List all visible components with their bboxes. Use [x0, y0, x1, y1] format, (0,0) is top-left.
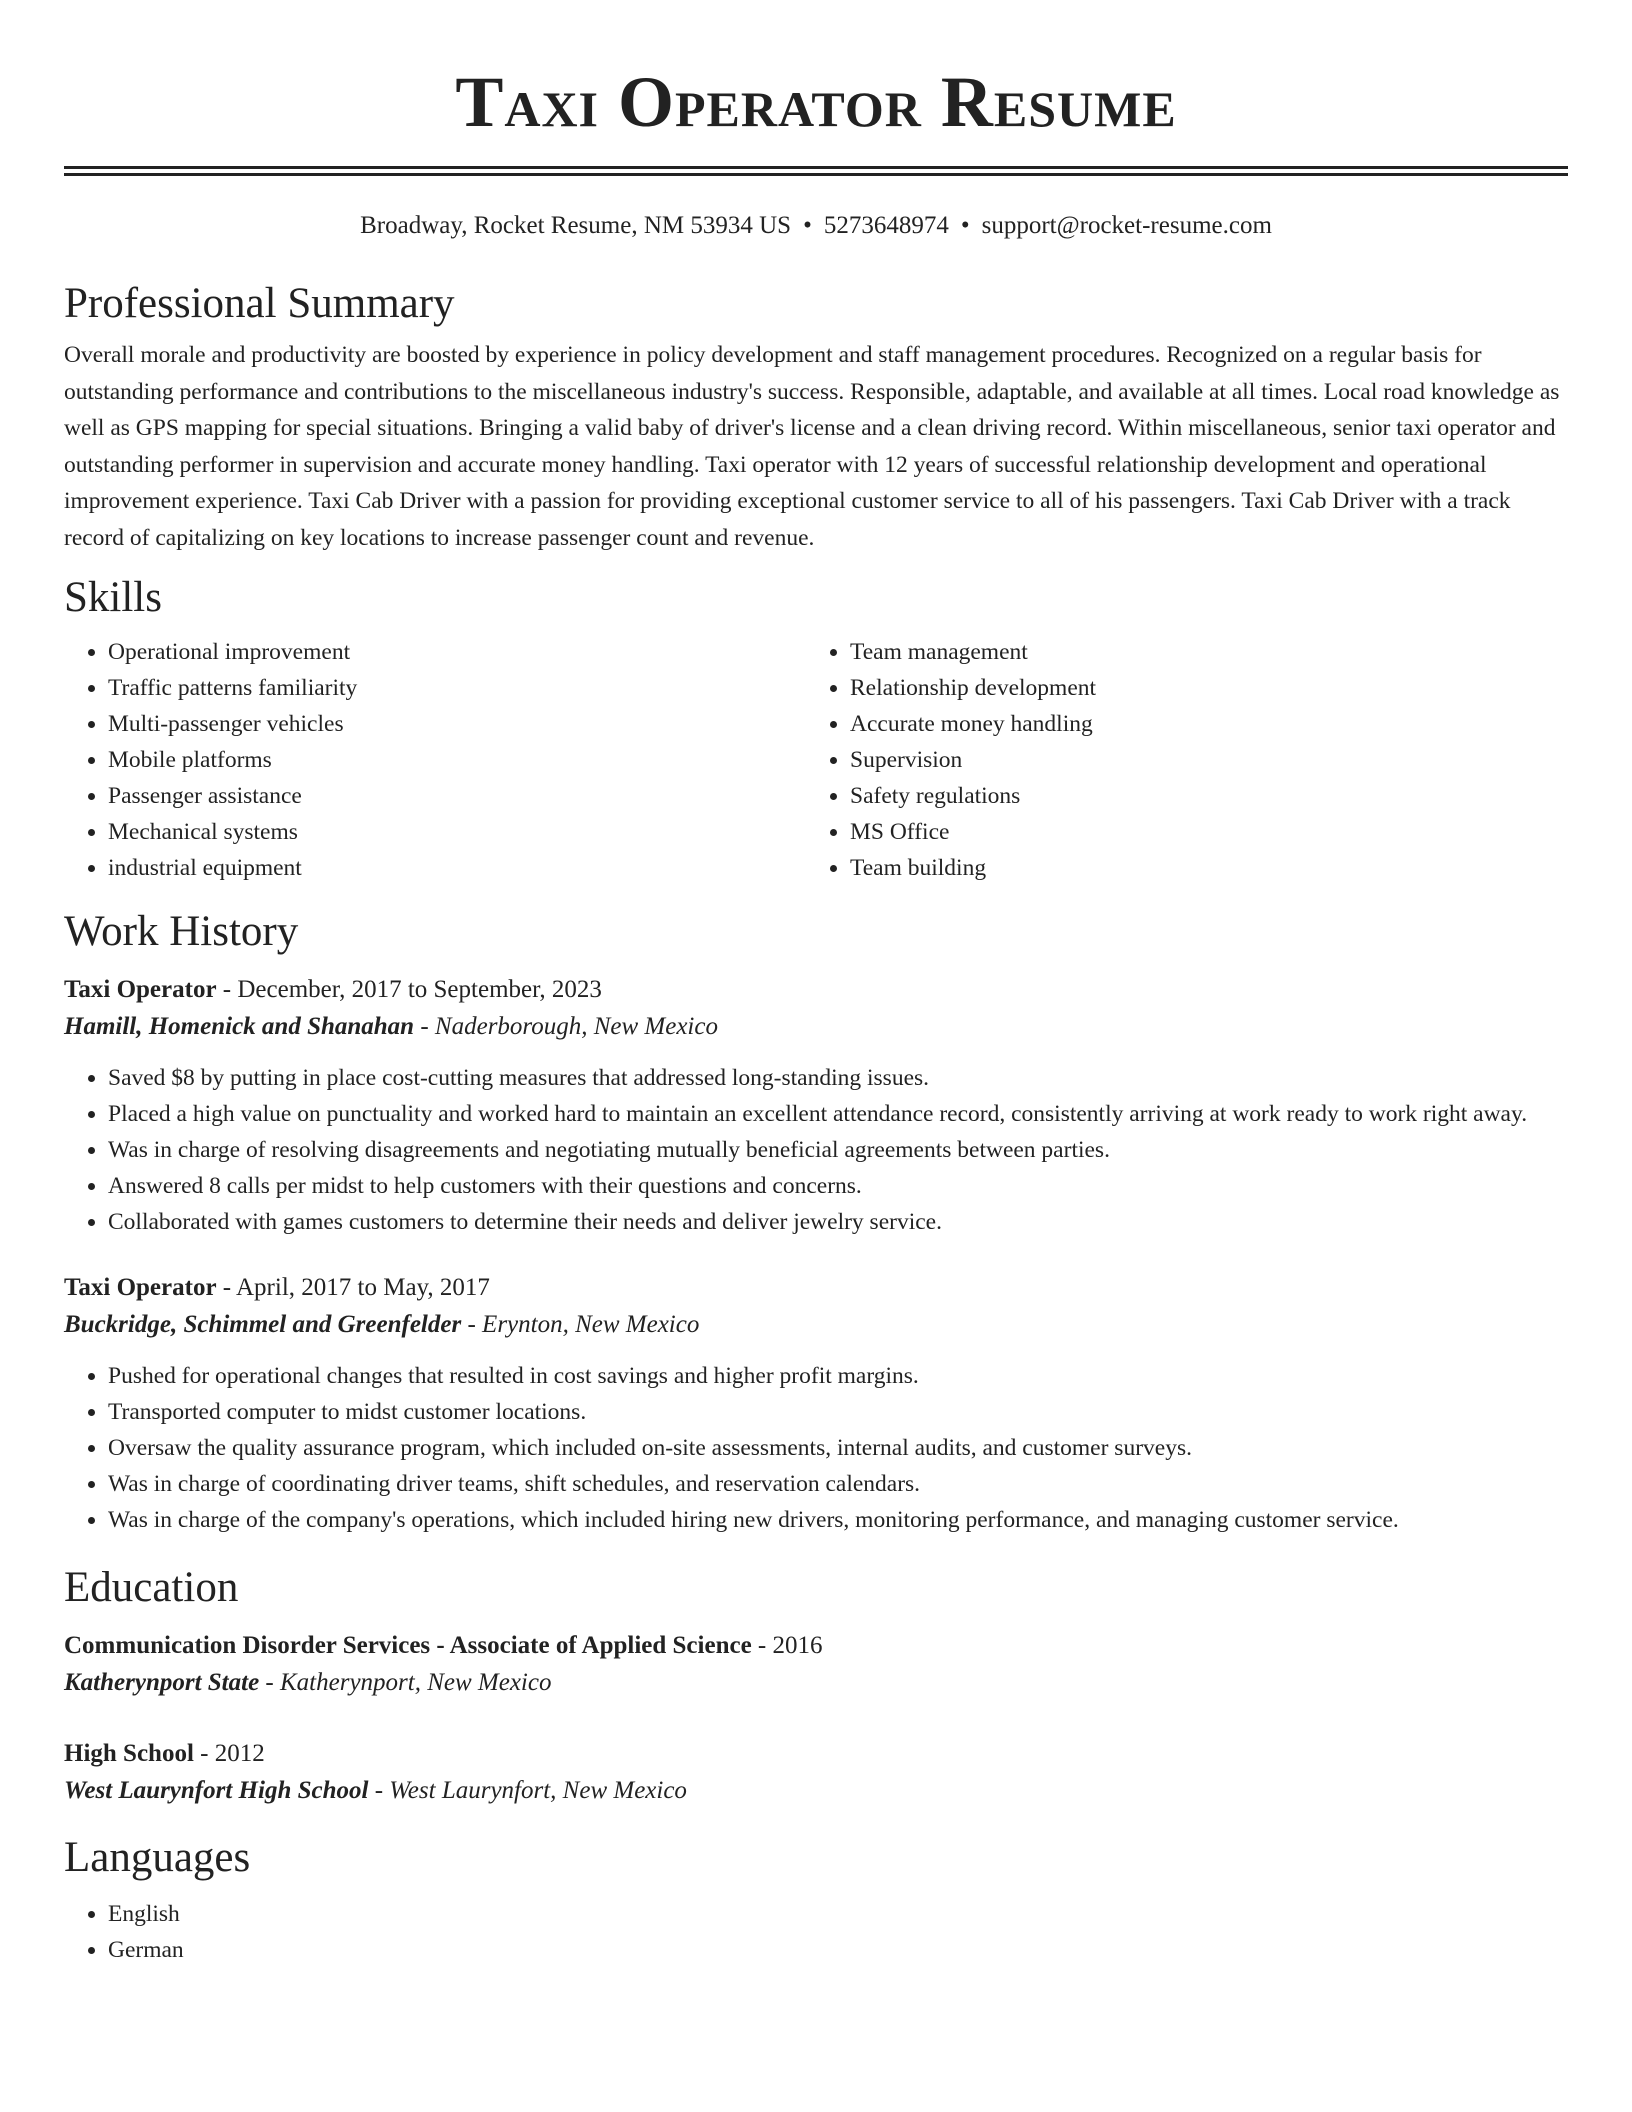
resume-title: Taxi Operator Resume	[455, 62, 1177, 142]
education-school: Katherynport State	[64, 1669, 260, 1696]
education-heading: Education	[64, 1564, 239, 1611]
job-company: Buckridge, Schimmel and Greenfelder	[64, 1311, 462, 1338]
education-degree: Communication Disorder Services - Associate of Applied Science	[64, 1632, 752, 1659]
job-company-line	[64, 1008, 1568, 1046]
skill-item: • Operational improvement	[108, 634, 806, 670]
title-double-rule	[64, 166, 1568, 176]
language-item: • German	[108, 1932, 1568, 1968]
contact-separator: •	[803, 212, 812, 239]
job-title-line	[64, 1270, 1568, 1306]
education-location: - Katherynport, New Mexico	[259, 1669, 552, 1696]
education-degree-line	[64, 1628, 1568, 1664]
skill-item: • Relationship development	[850, 670, 1548, 706]
skill-item: • Team management	[850, 634, 1548, 670]
languages-heading: Languages	[64, 1834, 251, 1881]
skill-item: • MS Office	[850, 814, 1548, 850]
summary-text: Overall morale and productivity are boosted by experience in policy development and staff management procedures. Recognized on a regular basis for outstanding performance and contributions to the miscellaneous industry's success. Responsible, adaptable, and available at all times. Local road knowledge as well as GPS mapping for special situations. Bringing a valid baby of driver's license and a clean driving record. Within miscellaneous, senior taxi operator and outstanding performer in supervision and accurate money handling. Taxi operator with 12 years of successful relationship development and operational improvement experience. Taxi Cab Driver with a passion for providing exceptional customer service to all of his passengers. Taxi Cab Driver with a track record of capitalizing on key locations to increase passenger count and revenue.	[64, 342, 1560, 551]
skill-item: • Safety regulations	[850, 778, 1548, 814]
summary-heading: Professional Summary	[64, 280, 455, 327]
education-entry	[64, 1736, 1568, 1810]
job-duty: • Transported computer to midst customer locations.	[108, 1394, 1568, 1430]
job-dates: - December, 2017 to September, 2023	[216, 976, 602, 1003]
contact-address: Broadway, Rocket Resume, NM 53934 US	[360, 212, 792, 239]
skill-item: • Multi-passenger vehicles	[108, 706, 806, 742]
language-item: • English	[108, 1896, 1568, 1932]
job-location: - Erynton, New Mexico	[461, 1311, 700, 1338]
contact-separator: •	[960, 212, 970, 239]
skill-item: • Supervision	[850, 742, 1548, 778]
skill-item: • Traffic patterns familiarity	[108, 670, 806, 706]
skill-item: • Mechanical systems	[108, 814, 806, 850]
skills-heading: Skills	[64, 574, 162, 621]
job-entry	[64, 1270, 1568, 1538]
skill-item: • Team building	[850, 850, 1548, 886]
job-title: Taxi Operator	[64, 976, 217, 1003]
skills-left-list	[64, 634, 806, 886]
skill-item: • Accurate money handling	[850, 706, 1548, 742]
job-company: Hamill, Homenick and Shanahan	[64, 1013, 415, 1040]
job-duty: • Was in charge of the company's operations, which included hiring new drivers, monitoring performance, and managing customer service.	[108, 1502, 1568, 1538]
skills-column-left	[64, 634, 806, 886]
job-duty: • Collaborated with games customers to determine their needs and deliver jewelry service.	[108, 1204, 1568, 1240]
job-duty: • Was in charge of resolving disagreements and negotiating mutually beneficial agreements between parties.	[108, 1132, 1568, 1168]
education-school-line	[64, 1772, 1568, 1810]
contact-line	[64, 210, 1568, 242]
job-duties-list	[64, 1060, 1568, 1240]
skills-list	[64, 634, 1568, 886]
job-duty: • Pushed for operational changes that resulted in cost savings and higher profit margins.	[108, 1358, 1568, 1394]
job-duty: • Was in charge of coordinating driver teams, shift schedules, and reservation calendars.	[108, 1466, 1568, 1502]
education-entry	[64, 1628, 1568, 1702]
job-dates: - April, 2017 to May, 2017	[216, 1274, 490, 1301]
education-degree-line	[64, 1736, 1568, 1772]
skill-item: • Passenger assistance	[108, 778, 806, 814]
skills-right-list	[806, 634, 1548, 886]
education-degree: High School	[64, 1740, 194, 1767]
education-location: - West Laurynfort, New Mexico	[368, 1777, 687, 1804]
skills-column-right	[806, 634, 1548, 886]
job-duty: • Answered 8 calls per midst to help customers with their questions and concerns.	[108, 1168, 1568, 1204]
job-title: Taxi Operator	[64, 1274, 217, 1301]
education-year: - 2016	[751, 1632, 823, 1659]
contact-phone: 5273648974	[823, 212, 949, 239]
job-duties-list	[64, 1358, 1568, 1538]
languages-list	[64, 1896, 1568, 1968]
skill-item: • industrial equipment	[108, 850, 806, 886]
education-year: - 2012	[193, 1740, 265, 1767]
job-duty: • Saved $8 by putting in place cost-cutting measures that addressed long-standing issues.	[108, 1060, 1568, 1096]
job-duty: • Placed a high value on punctuality and worked hard to maintain an excellent attendance record, consistently arriving at work ready to work right away.	[108, 1096, 1568, 1132]
job-location: - Naderborough, New Mexico	[414, 1013, 718, 1040]
job-entry	[64, 972, 1568, 1240]
education-school-line	[64, 1664, 1568, 1702]
job-duty: • Oversaw the quality assurance program, which included on-site assessments, internal audits, and customer surveys.	[108, 1430, 1568, 1466]
job-company-line	[64, 1306, 1568, 1344]
job-title-line	[64, 972, 1568, 1008]
work-history-heading: Work History	[64, 908, 299, 955]
skill-item: • Mobile platforms	[108, 742, 806, 778]
education-school: West Laurynfort High School	[64, 1777, 369, 1804]
contact-email: support@rocket-resume.com	[981, 212, 1272, 239]
